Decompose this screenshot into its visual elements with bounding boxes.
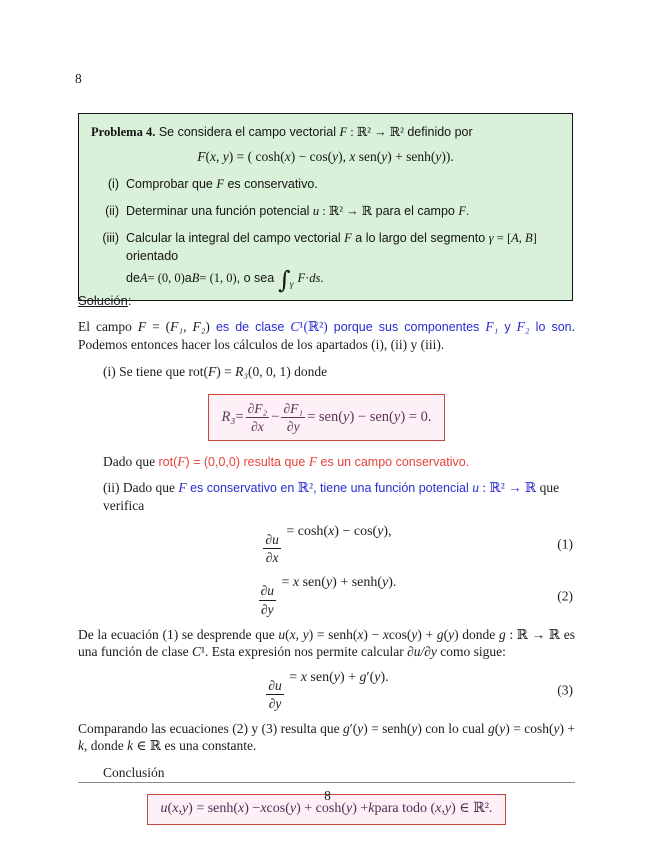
problem-item-label: (i) xyxy=(107,177,119,191)
problem-item-i xyxy=(91,175,560,193)
problem-item-iii xyxy=(91,229,560,294)
rot-equation-box-wrap xyxy=(78,394,575,441)
problem-box xyxy=(78,113,573,301)
rot-conclusion-line: Dado que rot(F) = (0,0,0) resulta que F es un campo conservativo. xyxy=(103,454,470,470)
page-number-bottom: 8 xyxy=(324,788,331,803)
problem-statement-equation: F(x, y) = ( cosh(x) − cos(y), x sen(y) + senh(y)). xyxy=(197,149,454,164)
rot-equation-box: R₃ = $\frac{\text{∂F₂}}{\partial x}$ − $\frac{\text{∂F₁}}{\partial y}$ = sen( y ) − sen( y ) = 0. xyxy=(208,394,446,441)
equation-1-body: $\frac{\partial u}{\partial x}$ = cosh(x) − cos(y), xyxy=(265,524,392,566)
problem-title-line: Problema 4. Se considera el campo vectorial F : ℝ² → ℝ² definido por xyxy=(91,125,473,139)
equation-1 xyxy=(78,523,575,565)
solution-step-ii: (ii) Dado que F es conservativo en ℝ², tiene una función potencial u : ℝ² → ℝ que verifica xyxy=(103,480,560,514)
problem-item-label: (ii) xyxy=(105,204,119,218)
solution-paragraph-2: De la ecuación (1) se desprende que u(x, y) = senh(x) − xcos(y) + g(y) donde g : ℝ → ℝ es una función de clase C¹. Esta expresión nos permite calcular ∂u/∂y como sigue: xyxy=(78,626,576,659)
equation-1-number: (1) xyxy=(557,536,573,552)
problem-item-text: Determinar una función potencial u : ℝ² → ℝ para el campo F. xyxy=(126,204,470,218)
problem-item-text xyxy=(126,229,560,294)
problem-item-ii xyxy=(91,202,560,220)
page-number-top: 8 xyxy=(75,71,82,86)
problem-item-line-1: Calcular la integral del campo vectorial F a lo largo del segmento γ = [A, B] orientado xyxy=(126,231,537,263)
footer-rule xyxy=(78,782,575,783)
equation-2-number: (2) xyxy=(557,588,573,604)
solution-heading-colon: : xyxy=(127,293,132,308)
equation-2-body: $\frac{\partial u}{\partial y}$ = x sen(y) + senh(y). xyxy=(260,575,397,617)
problem-item-line-2: de A = (0, 0) a B = (1, 0) , o sea ∫ γ F · ds . xyxy=(126,266,324,294)
equation-3 xyxy=(78,669,575,711)
solution-heading xyxy=(78,292,575,309)
equation-3-number: (3) xyxy=(557,682,573,698)
solution-step-i: (i) Se tiene que rot(F) = R₃(0, 0, 1) donde xyxy=(103,364,328,379)
conclusion-label: Conclusión xyxy=(103,764,165,780)
conclusion-box: u ( x , y ) = senh( x ) − x cos( y ) + cosh( y ) + k para todo ( x , y ) ∈ ℝ². xyxy=(147,794,507,825)
integral-symbol: ∫ γ xyxy=(278,266,294,294)
solution-paragraph-1: El campo F = (F₁, F₂) es de clase C¹(ℝ²) porque sus componentes F₁ y F₂ lo son. Podemos entonces hacer los cálculos de los apartados (i), (ii) y (iii). xyxy=(78,319,575,352)
solution-heading-text: Solución xyxy=(78,293,128,308)
equation-3-body: $\frac{\partial u}{\partial y}$ = x sen(y) + g′(y). xyxy=(268,669,389,711)
solution-section xyxy=(78,292,575,825)
equation-2 xyxy=(78,574,575,616)
problem-item-label: (iii) xyxy=(102,231,119,245)
problem-item-text: Comprobar que F es conservativo. xyxy=(126,177,318,191)
solution-paragraph-3: Comparando las ecuaciones (2) y (3) resulta que g′(y) = senh(y) con lo cual g(y) = cosh(y) + k, donde k ∈ ℝ es una constante. xyxy=(78,720,575,753)
